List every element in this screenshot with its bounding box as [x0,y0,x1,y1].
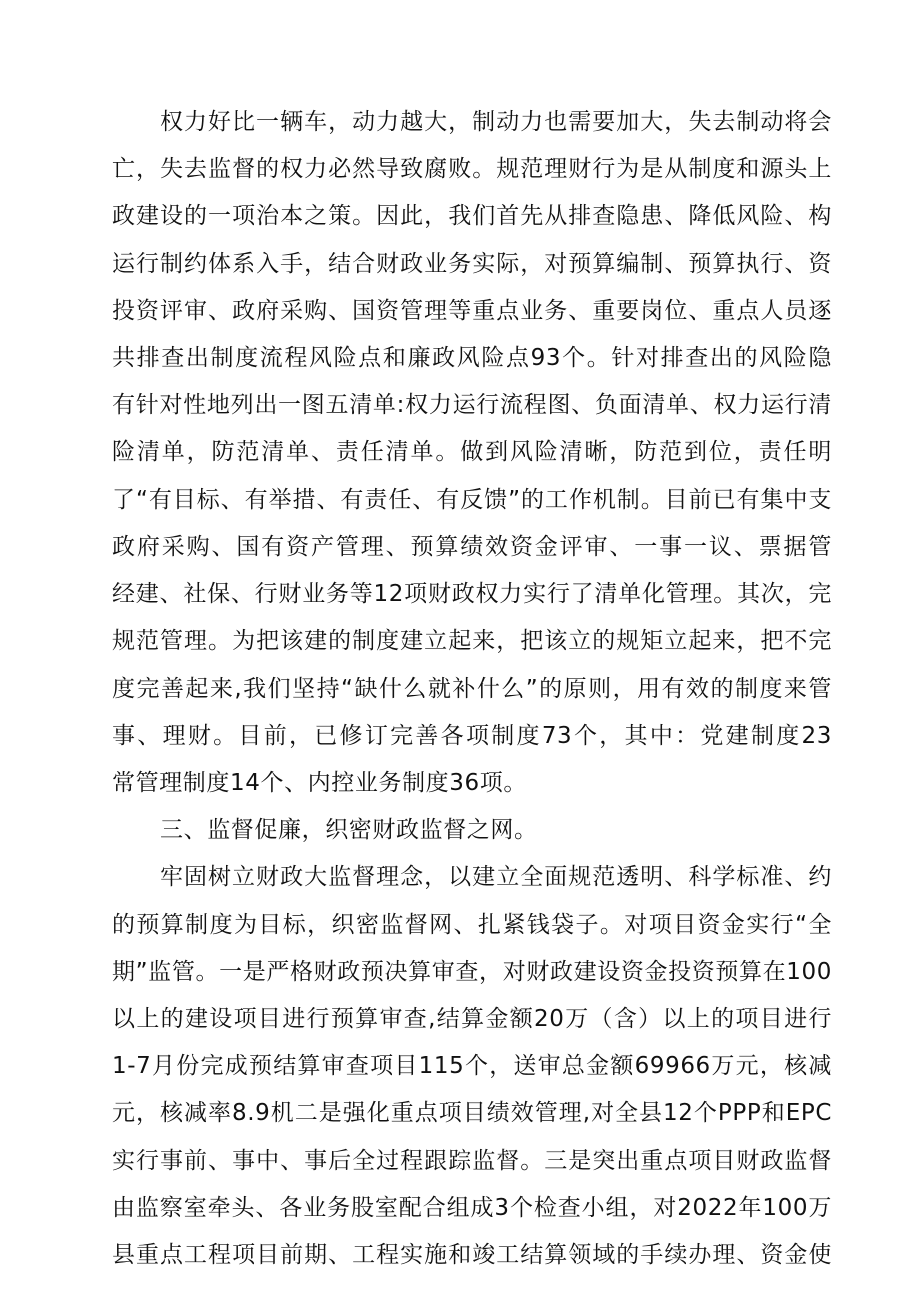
paragraph-2-line-2: 的预算制度为目标，织密监督网、扎紧钱袋子。对项目资金实行“全 [112,912,832,938]
paragraph-1-line-6: 共排查出制度流程风险点和廉政风险点93个。针对排查出的风险隐 [112,345,832,371]
paragraph-2-line-3: 期”监管。一是严格财政预决算审查，对财政建设资金投资预算在100 [112,959,832,985]
paragraph-1-line-4: 运行制约体系入手，结合财政业务实际，对预算编制、预算执行、资 [112,251,832,277]
paragraph-2-line-9: 县重点工程项目前期、工程实施和竣工结算领域的手续办理、资金使 [112,1242,832,1268]
paragraph-1-line-15: 常管理制度14个、内控业务制度36项。 [112,770,527,796]
paragraph-1-line-10: 政府采购、国有资产管理、预算绩效资金评审、一事一议、票据管 [112,534,832,560]
paragraph-1-line-7: 有针对性地列出一图五清单:权力运行流程图、负面清单、权力运行清 [112,392,832,418]
paragraph-1-line-13: 度完善起来,我们坚持“缺什么就补什么”的原则，用有效的制度来管 [112,676,832,702]
paragraph-1-line-14: 事、理财。目前，已修订完善各项制度73个，其中：党建制度23 [112,723,832,749]
paragraph-1-line-5: 投资评审、政府采购、国资管理等重点业务、重要岗位、重点人员逐 [112,298,832,324]
paragraph-2-line-1: 牢固树立财政大监督理念，以建立全面规范透明、科学标准、约 [160,864,832,890]
paragraph-2-line-4: 以上的建设项目进行预算审查,结算金额20万（含）以上的项目进行 [112,1006,832,1032]
paragraph-1-line-2: 亡，失去监督的权力必然导致腐败。规范理财行为是从制度和源头上 [112,156,832,182]
paragraph-1-line-12: 规范管理。为把该建的制度建立起来，把该立的规矩立起来，把不完 [112,628,832,654]
paragraph-1-line-9: 了“有目标、有举措、有责任、有反馈”的工作机制。目前已有集中支 [112,487,832,513]
paragraph-2-line-6: 元，核减率8.9机二是强化重点项目绩效管理,对全县12个PPP和EPC [112,1100,832,1126]
paragraph-2-line-5: 1-7月份完成预结算审查项目115个，送审总金额69966万元，核减 [112,1053,832,1079]
paragraph-1-line-3: 政建设的一项治本之策。因此，我们首先从排查隐患、降低风险、构 [112,203,832,229]
paragraph-1-line-11: 经建、社保、行财业务等12项财政权力实行了清单化管理。其次，完 [112,581,832,607]
paragraph-2-line-7: 实行事前、事中、事后全过程跟踪监督。三是突出重点项目财政监督 [112,1148,832,1174]
paragraph-2-line-8: 由监察室牵头、各业务股室配合组成3个检查小组，对2022年100万 [112,1195,832,1221]
section-heading-3: 三、监督促廉，织密财政监督之网。 [160,817,538,843]
paragraph-1-line-1: 权力好比一辆车，动力越大，制动力也需要加大，失去制动将会 [160,109,832,135]
paragraph-1-line-8: 险清单，防范清单、责任清单。做到风险清晰，防范到位，责任明 [112,439,832,465]
